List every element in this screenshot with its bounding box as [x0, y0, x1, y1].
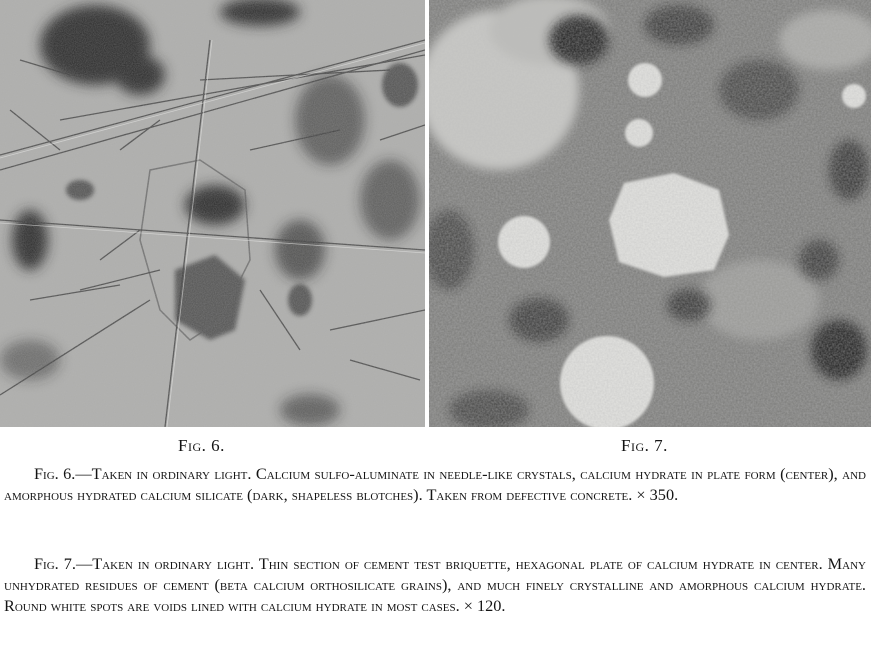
figure-7-image [429, 0, 871, 427]
figure-6-caption [4, 463, 866, 505]
figure-7-caption-text: Fig. 7.—Taken in ordinary light. Thin section of cement test briquette, hexagonal plate of calcium hydrate in center. Many unhydrated residues of cement (beta calcium orthosilicate grains), and much finely crystalline and amorphous calcium hydrate. Round white spots are voids lined with calcium hydrate in most cases. × 120. [4, 554, 866, 615]
figure-7-micrograph [429, 0, 871, 427]
figure-7-caption [4, 553, 866, 616]
figure-6-micrograph [0, 0, 425, 427]
figure-6-label: Fig. 6. [178, 436, 225, 455]
figure-6-caption-text: Fig. 6.—Taken in ordinary light. Calcium sulfo-aluminate in needle-like crystals, calcium hydrate in plate form (center), and amorphous hydrated calcium silicate (dark, shapeless blotches). Taken from defective concrete. × 350. [4, 464, 866, 504]
figure-6-image [0, 0, 425, 427]
figure-7-label: Fig. 7. [621, 436, 668, 455]
